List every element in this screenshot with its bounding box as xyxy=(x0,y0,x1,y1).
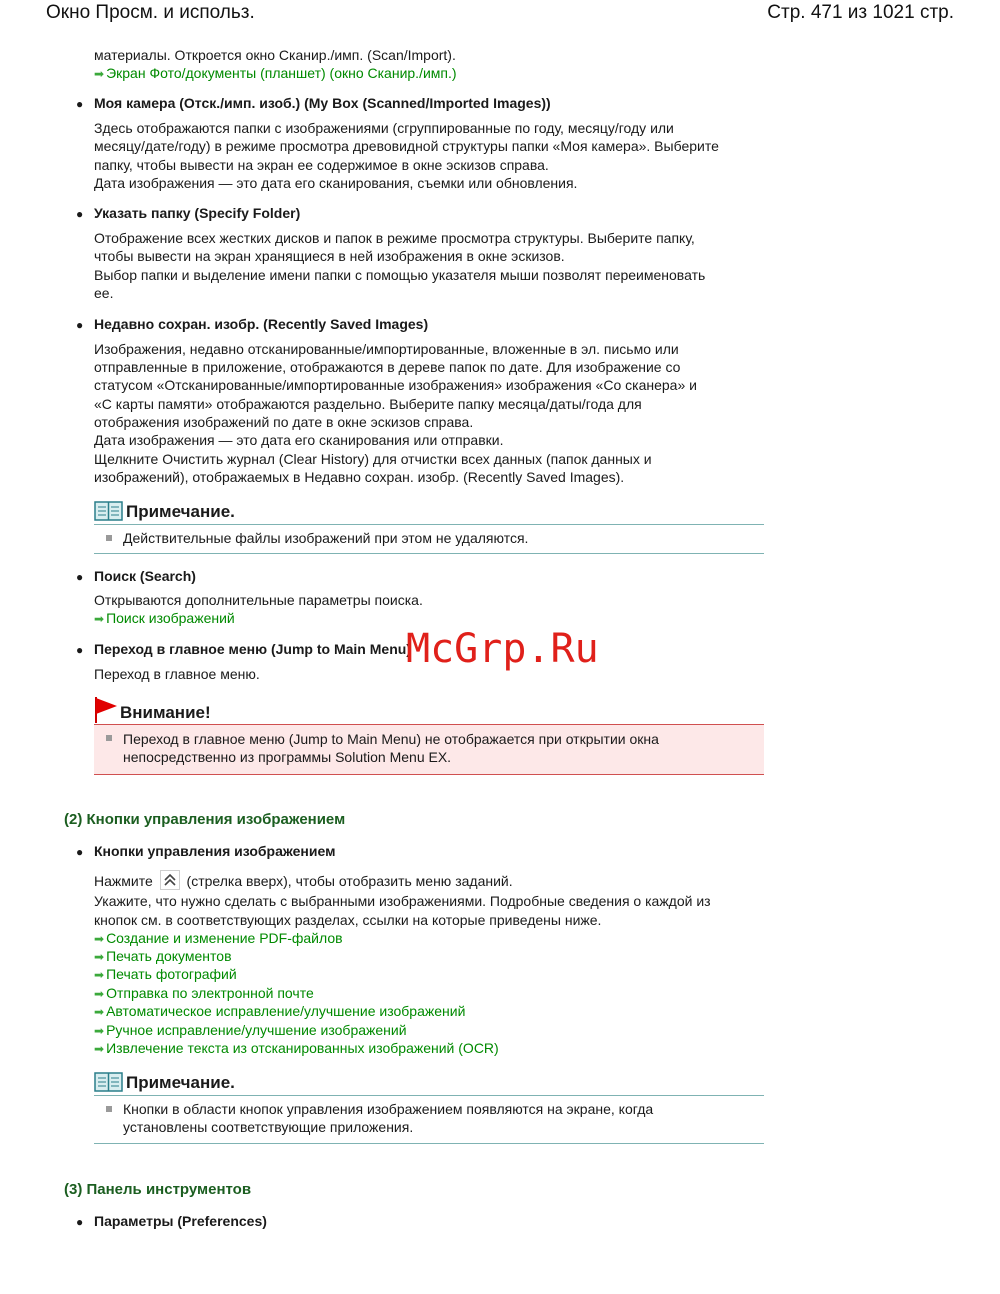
bullet-icon: ● xyxy=(76,1215,84,1229)
bullet-icon: ● xyxy=(76,318,84,332)
caution-box xyxy=(94,697,764,775)
recent-line: изображений), отображаемых в Недавно сохран. изобр. (Recently Saved Images). xyxy=(94,469,625,485)
intro-text: материалы. Откроется окно Сканир./имп. (Scan/Import). xyxy=(94,47,456,63)
link-arrow-icon: ➡ xyxy=(94,67,105,81)
my-box-line: папку, чтобы вывести на экран ее содержимое в окне эскизов справа. xyxy=(94,157,549,173)
intro-link-row[interactable] xyxy=(94,64,764,83)
bullet-icon: ● xyxy=(76,643,84,657)
link-arrow-icon: ➡ xyxy=(94,1024,105,1038)
note-header xyxy=(94,1069,764,1096)
bullet-icon: ● xyxy=(76,207,84,221)
press-text: Нажмите xyxy=(94,873,153,889)
note-text: Действительные файлы изображений при этом не удаляются. xyxy=(123,530,529,546)
bullet-icon: ● xyxy=(76,845,84,859)
instruction-text: Укажите, что нужно сделать с выбранными изображениями. Подробные сведения о каждой из xyxy=(94,893,711,909)
task-link[interactable]: Создание и изменение PDF-файлов xyxy=(106,930,343,946)
jump-text: Переход в главное меню. xyxy=(94,666,260,682)
up-arrow-icon xyxy=(160,870,180,890)
caution-text: непосредственно из программы Solution Menu EX. xyxy=(123,749,452,766)
my-box-line: Здесь отображаются папки с изображениями (сгруппированные по году, месяцу/году или xyxy=(94,120,674,136)
link-arrow-icon: ➡ xyxy=(94,1005,105,1019)
search-title: Поиск (Search) xyxy=(94,568,196,584)
caution-header xyxy=(94,697,764,725)
task-link[interactable]: Печать документов xyxy=(106,948,232,964)
specify-folder-line: чтобы вывести на экран хранящиеся в ней изображения в окне эскизов. xyxy=(94,248,565,264)
task-link-row[interactable] xyxy=(94,984,764,1003)
task-link-row[interactable] xyxy=(94,965,764,984)
recent-line: отправленные в приложение, отображаются в дереве папок по дате. Для изображение со xyxy=(94,359,681,375)
note-box xyxy=(94,1069,764,1144)
link-arrow-icon: ➡ xyxy=(94,950,105,964)
recent-line: статусом «Отсканированные/импортированные изображения» изображения «Со сканера» и xyxy=(94,377,697,393)
jump-title: Переход в главное меню (Jump to Main Menu) xyxy=(94,641,411,657)
book-icon xyxy=(94,1071,123,1093)
my-box-line: месяцу/дате/году) в режиме просмотра древовидной структуры папки «Моя камера». Выберите xyxy=(94,138,719,154)
instruction-text: кнопок см. в соответствующих разделах, ссылки на которые приведены ниже. xyxy=(94,912,602,928)
task-link[interactable]: Ручное исправление/улучшение изображений xyxy=(106,1022,407,1038)
square-bullet-icon xyxy=(106,535,112,541)
recent-line: «С карты памяти» отображаются раздельно. Выберите папку месяца/даты/года для xyxy=(94,396,642,412)
task-link-row[interactable] xyxy=(94,1021,764,1040)
caution-body xyxy=(94,725,764,775)
specify-folder-title: Указать папку (Specify Folder) xyxy=(94,205,301,221)
image-buttons-title: Кнопки управления изображением xyxy=(94,843,336,859)
link-arrow-icon: ➡ xyxy=(94,968,105,982)
section-3-title: (3) Панель инструментов xyxy=(64,1181,252,1198)
task-link-row[interactable] xyxy=(94,929,764,948)
caution-label: Внимание! xyxy=(120,703,211,722)
page-counter: Стр. 471 из 1021 стр. xyxy=(767,2,954,23)
flag-icon xyxy=(94,697,118,723)
note-box xyxy=(94,498,764,554)
recent-line: Щелкните Очистить журнал (Clear History) для отчистки всех данных (папок данных и xyxy=(94,451,652,467)
note-text: установлены соответствующие приложения. xyxy=(123,1119,414,1136)
watermark: McGrp.Ru xyxy=(406,626,599,672)
specify-folder-line: Отображение всех жестких дисков и папок в режиме просмотра структуры. Выберите папку, xyxy=(94,230,695,246)
my-box-title: Моя камера (Отск./имп. изоб.) (My Box (Scanned/Imported Images)) xyxy=(94,95,551,111)
task-link[interactable]: Печать фотографий xyxy=(106,966,237,982)
preferences-title: Параметры (Preferences) xyxy=(94,1213,267,1229)
section-2-title: (2) Кнопки управления изображением xyxy=(64,811,346,828)
task-link[interactable]: Извлечение текста из отсканированных изображений (OCR) xyxy=(106,1040,499,1056)
task-link-row[interactable] xyxy=(94,1039,764,1058)
task-link-row[interactable] xyxy=(94,947,764,966)
note-label: Примечание. xyxy=(126,502,235,521)
bullet-icon: ● xyxy=(76,570,84,584)
search-text: Открываются дополнительные параметры поиска. xyxy=(94,592,423,608)
square-bullet-icon xyxy=(106,735,112,741)
square-bullet-icon xyxy=(106,1106,112,1112)
link-arrow-icon: ➡ xyxy=(94,932,105,946)
note-body xyxy=(94,525,764,554)
task-link-row[interactable] xyxy=(94,1002,764,1021)
note-text: Кнопки в области кнопок управления изображением появляются на экране, когда xyxy=(123,1101,654,1117)
my-box-line: Дата изображения — это дата его сканирования, съемки или обновления. xyxy=(94,175,578,191)
search-link[interactable]: Поиск изображений xyxy=(106,610,235,626)
recent-line: Изображения, недавно отсканированные/импортированные, вложенные в эл. письмо или xyxy=(94,341,679,357)
caution-text: Переход в главное меню (Jump to Main Menu) не отображается при открытии окна xyxy=(123,731,659,747)
page-header xyxy=(0,2,1000,28)
specify-folder-line: ее. xyxy=(94,285,114,301)
link-arrow-icon: ➡ xyxy=(94,987,105,1001)
specify-folder-line: Выбор папки и выделение имени папки с помощью указателя мыши позволят переименовать xyxy=(94,267,706,283)
document-title: Окно Просм. и использ. xyxy=(46,2,255,23)
task-link[interactable]: Отправка по электронной почте xyxy=(106,985,314,1001)
press-text: (стрелка вверх), чтобы отобразить меню заданий. xyxy=(186,873,513,889)
intro-link[interactable]: Экран Фото/документы (планшет) (окно Сканир./имп.) xyxy=(106,65,457,81)
link-arrow-icon: ➡ xyxy=(94,1042,105,1056)
note-label: Примечание. xyxy=(126,1073,235,1092)
bullet-icon: ● xyxy=(76,97,84,111)
book-icon xyxy=(94,500,123,522)
link-arrow-icon: ➡ xyxy=(94,612,105,626)
recent-line: Дата изображения — это дата его сканирования или отправки. xyxy=(94,432,504,448)
note-header xyxy=(94,498,764,525)
recent-title: Недавно сохран. изобр. (Recently Saved Images) xyxy=(94,316,429,332)
recent-line: отображения изображений по дате в окне эскизов справа. xyxy=(94,414,474,430)
task-link[interactable]: Автоматическое исправление/улучшение изображений xyxy=(106,1003,466,1019)
press-line xyxy=(94,870,764,890)
note-body xyxy=(94,1096,764,1144)
